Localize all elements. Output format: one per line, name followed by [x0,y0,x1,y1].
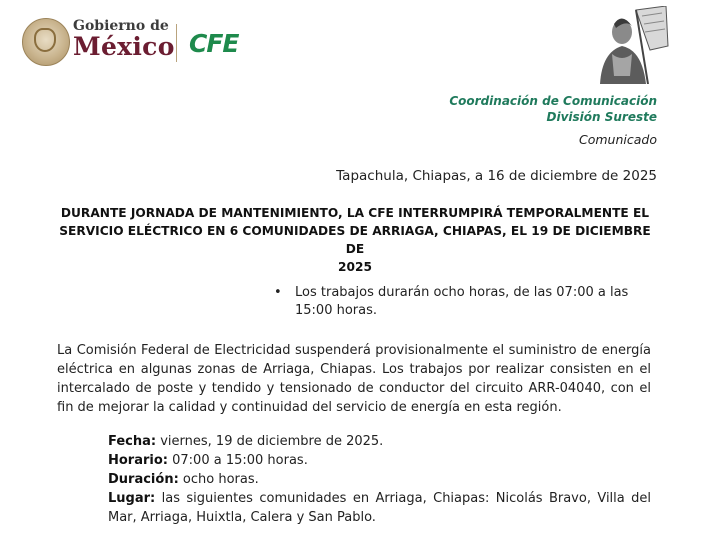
gobierno-de-mexico-logo [73,19,175,59]
bullet-dot-icon: • [274,285,282,300]
detail-label: Fecha: [108,434,157,449]
title-line-1: DURANTE JORNADA DE MANTENIMIENTO, LA CFE INTERRUMPIRÁ TEMPORALMENTE EL [60,206,650,220]
coat-of-arms-seal-icon [22,18,70,66]
dateline: Tapachula, Chiapas, a 16 de diciembre de 2025 [336,168,657,184]
bullet-text: Los trabajos durarán ocho horas, de las 07:00 a las 15:00 horas. [295,285,629,318]
detail-fecha [108,432,651,451]
document-header [0,0,708,90]
coordination-line-2: División Sureste [546,110,657,124]
detail-horario [108,451,651,470]
detail-duracion [108,470,651,489]
document-type: Comunicado [579,132,657,147]
logo-divider [176,24,177,62]
woman-with-flag-portrait-icon [590,6,670,84]
detail-label: Horario: [108,453,168,468]
outage-details [108,432,651,527]
detail-label: Lugar: [108,491,156,506]
title-line-2: SERVICIO ELÉCTRICO EN 6 COMUNIDADES DE ARRIAGA, CHIAPAS, EL 19 DE DICIEMBRE DE [59,224,651,256]
press-release-title [56,204,654,276]
detail-value: las siguientes comunidades en Arriaga, Chiapas: Nicolás Bravo, Villa del Mar, Arriaga, Huixtla, Calera y San Pablo. [108,491,651,525]
detail-value: 07:00 a 15:00 horas. [168,453,308,468]
cfe-logo: CFE [189,29,239,58]
coordination-heading [449,93,657,125]
gobierno-de-text: Gobierno de [73,18,169,34]
title-line-3: 2025 [338,260,372,274]
detail-value: viernes, 19 de diciembre de 2025. [156,434,384,449]
body-paragraph: La Comisión Federal de Electricidad suspenderá provisionalmente el suministro de energía eléctrica en algunas zonas de Arriaga, Chiapas. Los trabajos por realizar consisten en el intercalado de poste y tendido y tensionado de conductor del circuito ARR-04040, con el fin de mejorar la calidad y continuidad del servicio de energía en esta región. [57,343,651,415]
detail-value: ocho horas. [178,472,259,487]
coordination-line-1: Coordinación de Comunicación [449,94,657,108]
mexico-text: México [73,32,175,61]
detail-lugar [108,489,651,527]
detail-label: Duración: [108,472,179,487]
